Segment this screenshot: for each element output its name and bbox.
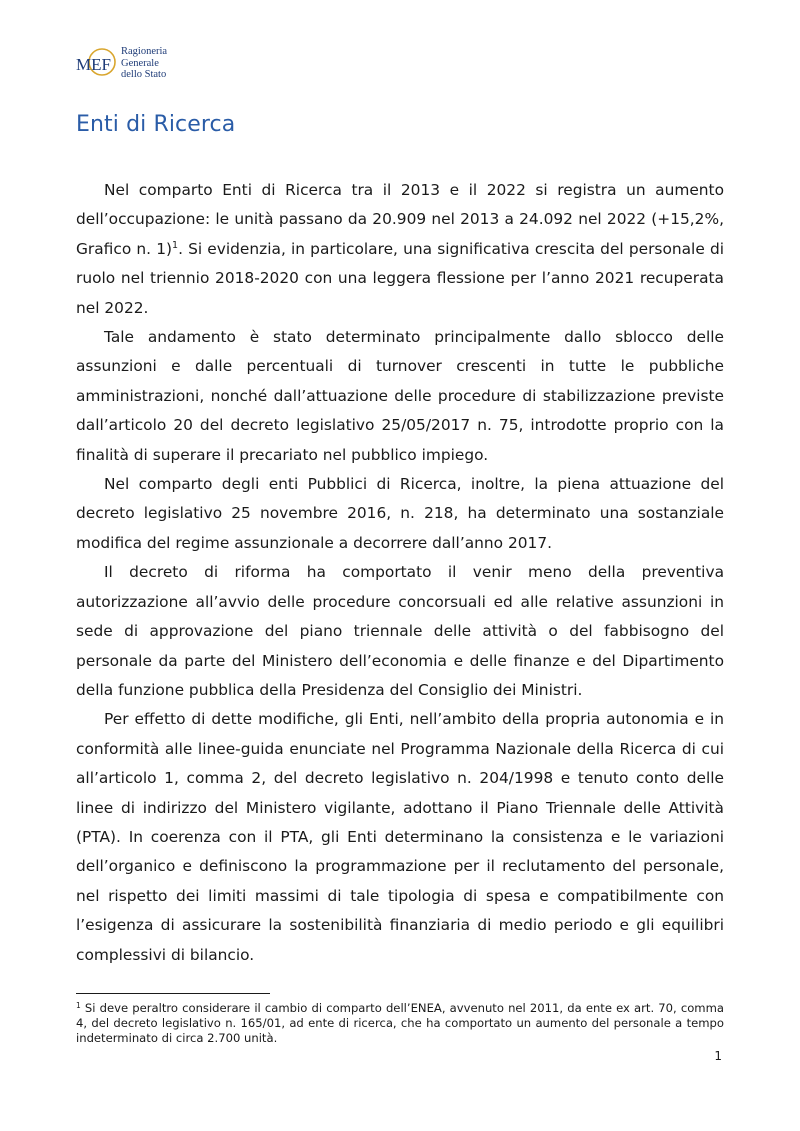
paragraph-3: Nel comparto degli enti Pubblici di Ricerca, inoltre, la piena attuazione del decreto legislativo 25 novembre 2016, n. 218, ha determinato una sostanziale modifica del regime assunzionale a decorrere dall’anno 2017. (76, 475, 724, 552)
logo-line-1: Ragioneria (121, 46, 168, 58)
logo-text (121, 46, 167, 81)
footnote-divider (76, 993, 270, 994)
footnote (76, 1001, 724, 1046)
page-title: Enti di Ricerca (76, 112, 236, 137)
paragraph-1-text: Nel comparto Enti di Ricerca tra il 2013 e il 2022 si registra un aumento dell’occupazione: le unità passano da 20.909 nel 2013 a 24.092 nel 2022 (+15,2%, Grafico n. 1) (76, 181, 724, 258)
mef-logo (76, 44, 167, 84)
mef-logo-mark (76, 44, 120, 84)
paragraph-1 (76, 176, 724, 323)
logo-ring-icon (76, 44, 120, 84)
logo-line-3: dello Stato (121, 69, 167, 81)
body-text (76, 176, 724, 970)
footnote-text: Si deve peraltro considerare il cambio di comparto dell’ENEA, avvenuto nel 2011, da ente ex art. 70, comma 4, del decreto legislativo n. 165/01, ad ente di ricerca, che ha comportato un aumento del personale a tempo indeterminato di circa 2.700 unità. (76, 1001, 724, 1045)
footnote-marker: 1 (76, 1001, 81, 1010)
footnote-ref: 1 (172, 239, 179, 251)
paragraph-1-text-cont: . Si evidenzia, in particolare, una significativa crescita del personale di ruolo nel triennio 2018-2020 con una leggera flessione per l’anno 2021 recuperata nel 2022. (76, 239, 724, 317)
logo-acronym: MEF (76, 55, 111, 74)
logo-line-2: Generale (121, 57, 159, 69)
page-number: 1 (714, 1049, 722, 1063)
paragraph-2: Tale andamento è stato determinato principalmente dallo sblocco delle assunzioni e dalle percentuali di turnover crescenti in tutte le pubbliche amministrazioni, nonché dall’attuazione delle procedure di stabilizzazione previste dall’articolo 20 del decreto legislativo 25/05/2017 n. 75, introdotte proprio con la finalità di superare il precariato nel pubblico impiego. (76, 328, 724, 464)
paragraph-4: Il decreto di riforma ha comportato il venir meno della preventiva autorizzazione all’avvio delle procedure concorsuali ed alle relative assunzioni in sede di approvazione del piano triennale delle attività o del fabbisogno del personale da parte del Ministero dell’economia e delle finanze e del Dipartimento della funzione pubblica della Presidenza del Consiglio dei Ministri. (76, 563, 724, 699)
paragraph-5: Per effetto di dette modifiche, gli Enti, nell’ambito della propria autonomia e in conformità alle linee-guida enunciate nel Programma Nazionale della Ricerca di cui all’articolo 1, comma 2, del decreto legislativo n. 204/1998 e tenuto conto delle linee di indirizzo del Ministero vigilante, adottano il Piano Triennale delle Attività (PTA). In coerenza con il PTA, gli Enti determinano la consistenza e le variazioni dell’organico e definiscono la programmazione per il reclutamento del personale, nel rispetto dei limiti massimi di tale tipologia di spesa e compatibilmente con l’esigenza di assicurare la sostenibilità finanziaria di medio periodo e gli equilibri complessivi di bilancio. (76, 710, 724, 964)
